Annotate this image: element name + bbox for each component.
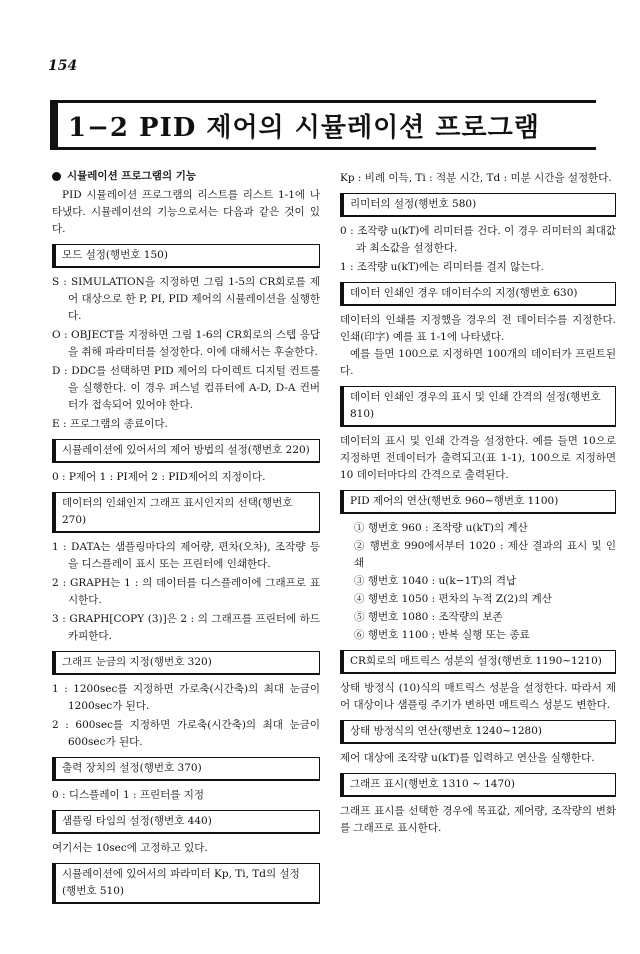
mode-item: O : OBJECT를 지정하면 그림 1-6의 CR회로의 스텝 응답을 취해 파라미터를 설정한다. 이에 대해서는 후술한다. bbox=[52, 329, 320, 358]
intro-paragraph: PID 시뮬레이션 프로그램의 리스트를 리스트 1-1에 나타냈다. 시뮬레이션의 기능으로서는 다음과 같은 것이 있다. bbox=[52, 189, 320, 235]
output-item: 2 : GRAPH는 1 : 의 데이터를 디스플레이에 그래프로 표시한다. bbox=[52, 577, 320, 606]
page-number: 154 bbox=[48, 58, 78, 74]
state-eq-text: 제어 대상에 조작량 u(kT)를 입력하고 연산을 실행한다. bbox=[340, 752, 595, 764]
device-text: 0 : 디스플레이 1 : 프린터를 지정 bbox=[52, 789, 205, 801]
params-desc: Kp : 비례 이득, Ti : 적분 시간, Td : 미분 시간을 설정한다. bbox=[340, 172, 612, 184]
box-output: 데이터의 인쇄인지 그래프 표시인지의 선택(행번호 270) bbox=[52, 492, 320, 533]
output-item: 3 : GRAPH[COPY (3)]은 2 : 의 그래프를 프린터에 하드 카피한다. bbox=[52, 613, 320, 642]
pid-calc-item: ⑥ 행번호 1100 : 반복 실행 또는 종료 bbox=[354, 629, 530, 641]
limiter-item: 0 : 조작량 u(kT)에 리미터를 건다. 이 경우 리미터의 최대값과 최소값을 설정한다. bbox=[340, 225, 616, 254]
title-accent-bar bbox=[50, 103, 58, 147]
print-count-text: 데이터의 인쇄를 지정했을 경우의 전 데이터수를 지정한다. 인쇄(印字) 예를 표 1-1에 나타냈다. bbox=[340, 314, 616, 343]
control-text: 0 : P제어 1 : PI제어 2 : PID제어의 지정이다. bbox=[52, 471, 266, 483]
matrix-text: 상태 방정식 (10)식의 매트릭스 성분을 설정한다. 따라서 제어 대상이나 샘플링 주기가 변하면 매트릭스 성분도 변한다. bbox=[340, 682, 616, 711]
box-graph-display: 그래프 표시(행번호 1310 ∼ 1470) bbox=[340, 773, 616, 797]
box-device: 출력 장치의 설정(행번호 370) bbox=[52, 757, 320, 781]
box-matrix: CR회로의 매트릭스 성분의 설정(행번호 1190∼1210) bbox=[340, 650, 616, 674]
box-sampling: 샘플링 타임의 설정(행번호 440) bbox=[52, 810, 320, 834]
box-state-eq: 상태 방정식의 연산(행번호 1240∼1280) bbox=[340, 720, 616, 744]
box-control: 시뮬레이션에 있어서의 제어 방법의 설정(행번호 220) bbox=[52, 439, 320, 463]
section-heading-text: 시뮬레이션 프로그램의 기능 bbox=[67, 170, 197, 182]
mode-item: D : DDC를 선택하면 PID 제어의 다이렉트 디지털 컨트롤을 실행한다. 이 경우 퍼스널 컴퓨터에 A-D, D-A 컨버터가 접속되어 있어야 한다. bbox=[52, 365, 320, 411]
box-mode: 모드 설정(행번호 150) bbox=[52, 244, 320, 268]
box-graph-scale: 그래프 눈금의 지정(행번호 320) bbox=[52, 651, 320, 675]
pid-calc-item: ④ 행번호 1050 : 편차의 누적 Z(2)의 계산 bbox=[354, 593, 552, 605]
bullet-icon bbox=[52, 172, 61, 181]
print-count-text-2: 예를 들면 100으로 지정하면 100개의 데이터가 프린트된다. bbox=[340, 348, 616, 377]
graph-scale-item: 1 : 1200sec를 지정하면 가로축(시간축)의 최대 눈금이 1200sec가 된다. bbox=[52, 683, 320, 712]
page-title: 1−2 PID 제어의 시뮬레이션 프로그램 bbox=[68, 112, 540, 143]
box-pid-calc: PID 제어의 연산(행번호 960∼행번호 1100) bbox=[340, 490, 616, 514]
mode-item: S : SIMULATION을 지정하면 그림 1-5의 CR회로를 제어 대상으로 한 P, PI, PID 제어의 시뮬레이션을 실행한다. bbox=[52, 276, 320, 322]
box-print-count: 데이터 인쇄인 경우 데이터수의 지정(행번호 630) bbox=[340, 282, 616, 306]
sampling-text: 여기서는 10sec에 고정하고 있다. bbox=[52, 842, 208, 854]
output-item: 1 : DATA는 샘플링마다의 제어량, 편차(오차), 조작량 등을 디스플레이 표시 또는 프린터에 인쇄한다. bbox=[52, 541, 320, 570]
chapter-title-bar bbox=[50, 100, 596, 150]
print-interval-text: 데이터의 표시 및 인쇄 간격을 설정한다. 예를 들면 10으로 지정하면 전데이터가 출력되고(표 1-1), 100으로 지정하면 10 데이터마다의 간격으로 출력된다. bbox=[340, 435, 616, 481]
mode-item: E : 프로그램의 종료이다. bbox=[52, 418, 168, 430]
pid-calc-item: ① 행번호 960 : 조작량 u(kT)의 계산 bbox=[354, 522, 528, 534]
pid-calc-item: ③ 행번호 1040 : u(k−1T)의 격납 bbox=[354, 575, 517, 587]
pid-calc-item: ⑤ 행번호 1080 : 조작량의 보존 bbox=[354, 611, 503, 623]
graph-display-text: 그래프 표시를 선택한 경우에 목표값, 제어량, 조작량의 변화를 그래프로 표시한다. bbox=[340, 805, 616, 834]
right-column bbox=[340, 168, 616, 837]
limiter-item: 1 : 조작량 u(kT)에는 리미터를 걸지 않는다. bbox=[340, 261, 544, 273]
box-limiter: 리미터의 설정(행번호 580) bbox=[340, 193, 616, 217]
left-column bbox=[52, 168, 320, 910]
box-print-interval: 데이터 인쇄인 경우의 표시 및 인쇄 간격의 설정(행번호 810) bbox=[340, 386, 616, 427]
box-params: 시뮬레이션에 있어서의 파라미터 Kp, Ti, Td의 설정 (행번호 510) bbox=[52, 863, 320, 904]
graph-scale-item: 2 : 600sec를 지정하면 가로축(시간축)의 최대 눈금이 600sec가 된다. bbox=[52, 719, 320, 748]
pid-calc-item: ② 행번호 990에서부터 1020 : 제산 결과의 표시 및 인쇄 bbox=[354, 540, 616, 569]
section-heading bbox=[52, 168, 320, 185]
